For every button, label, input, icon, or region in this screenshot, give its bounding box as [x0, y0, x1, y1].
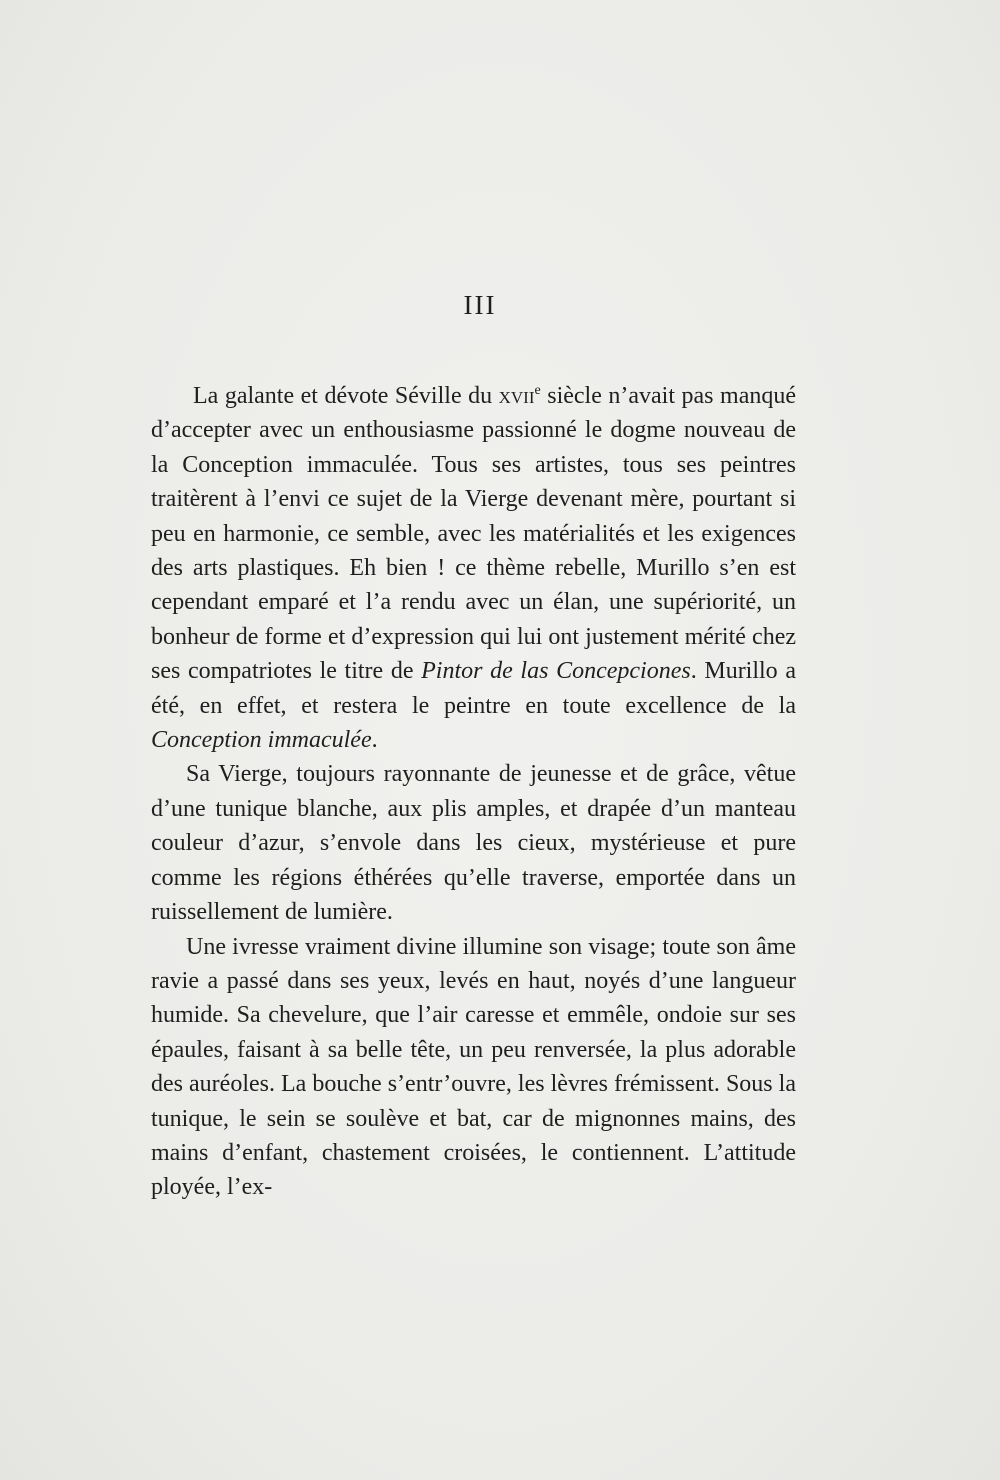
- paragraph-3: Une ivresse vraiment divine illumine son visage; toute son âme ravie a passé dans ses yeux, levés en haut, noyés d’une langueur humide. Sa chevelure, que l’air caresse et emmêle, ondoie sur ses épaules, faisant à sa belle tête, un peu renversée, la plus adorable des auréoles. La bouche s’entr’ouvre, les lèvres frémissent. Sous la tunique, le sein se soulève et bat, car de mignonnes mains, des mains d’enfant, chastement croisées, le contiennent. L’attitude ployée, l’ex-: [151, 933, 796, 1201]
- italic-conception-title: Conception immaculée: [151, 727, 372, 754]
- chapter-heading: III: [463, 290, 497, 320]
- italic-pintor-title: Pintor de las Concepciones: [421, 658, 691, 685]
- century-numeral: xvii: [498, 383, 535, 409]
- paragraph-1: [151, 379, 796, 757]
- body-text: [151, 379, 796, 1205]
- paragraph-1-text-c: . Murillo a été, en effet, et restera le peintre en toute excellence de la: [151, 658, 796, 719]
- paragraph-1-text-b: siècle n’avait pas manqué d’accepter avec un enthousiasme passionné le dogme nouveau de la Conception immaculée. Tous ses artistes, tous ses peintres traitèrent à l’envi ce sujet de la Vierge devenant mère, pourtant si peu en harmonie, ce semble, avec les matérialités et les exigences des arts plastiques. Eh bien ! ce thème rebelle, Murillo s’en est cependant emparé et l’a rendu avec un élan, une supériorité, un bonheur de forme et d’expression qui lui ont justement mérité chez ses compatriotes le titre de: [151, 383, 797, 685]
- paragraph-2: Sa Vierge, toujours rayonnante de jeunesse et de grâce, vêtue d’une tunique blanche, aux plis amples, et drapée d’un manteau couleur d’azur, s’envole dans les cieux, mystérieuse et pure comme les régions éthérées qu’elle traverse, emportée dans un ruissellement de lumière.: [151, 761, 796, 926]
- paragraph-1-text-d: .: [371, 727, 378, 754]
- paragraph-1-text-a: La galante et dévote Séville du: [193, 383, 499, 409]
- century-superscript: e: [534, 383, 541, 398]
